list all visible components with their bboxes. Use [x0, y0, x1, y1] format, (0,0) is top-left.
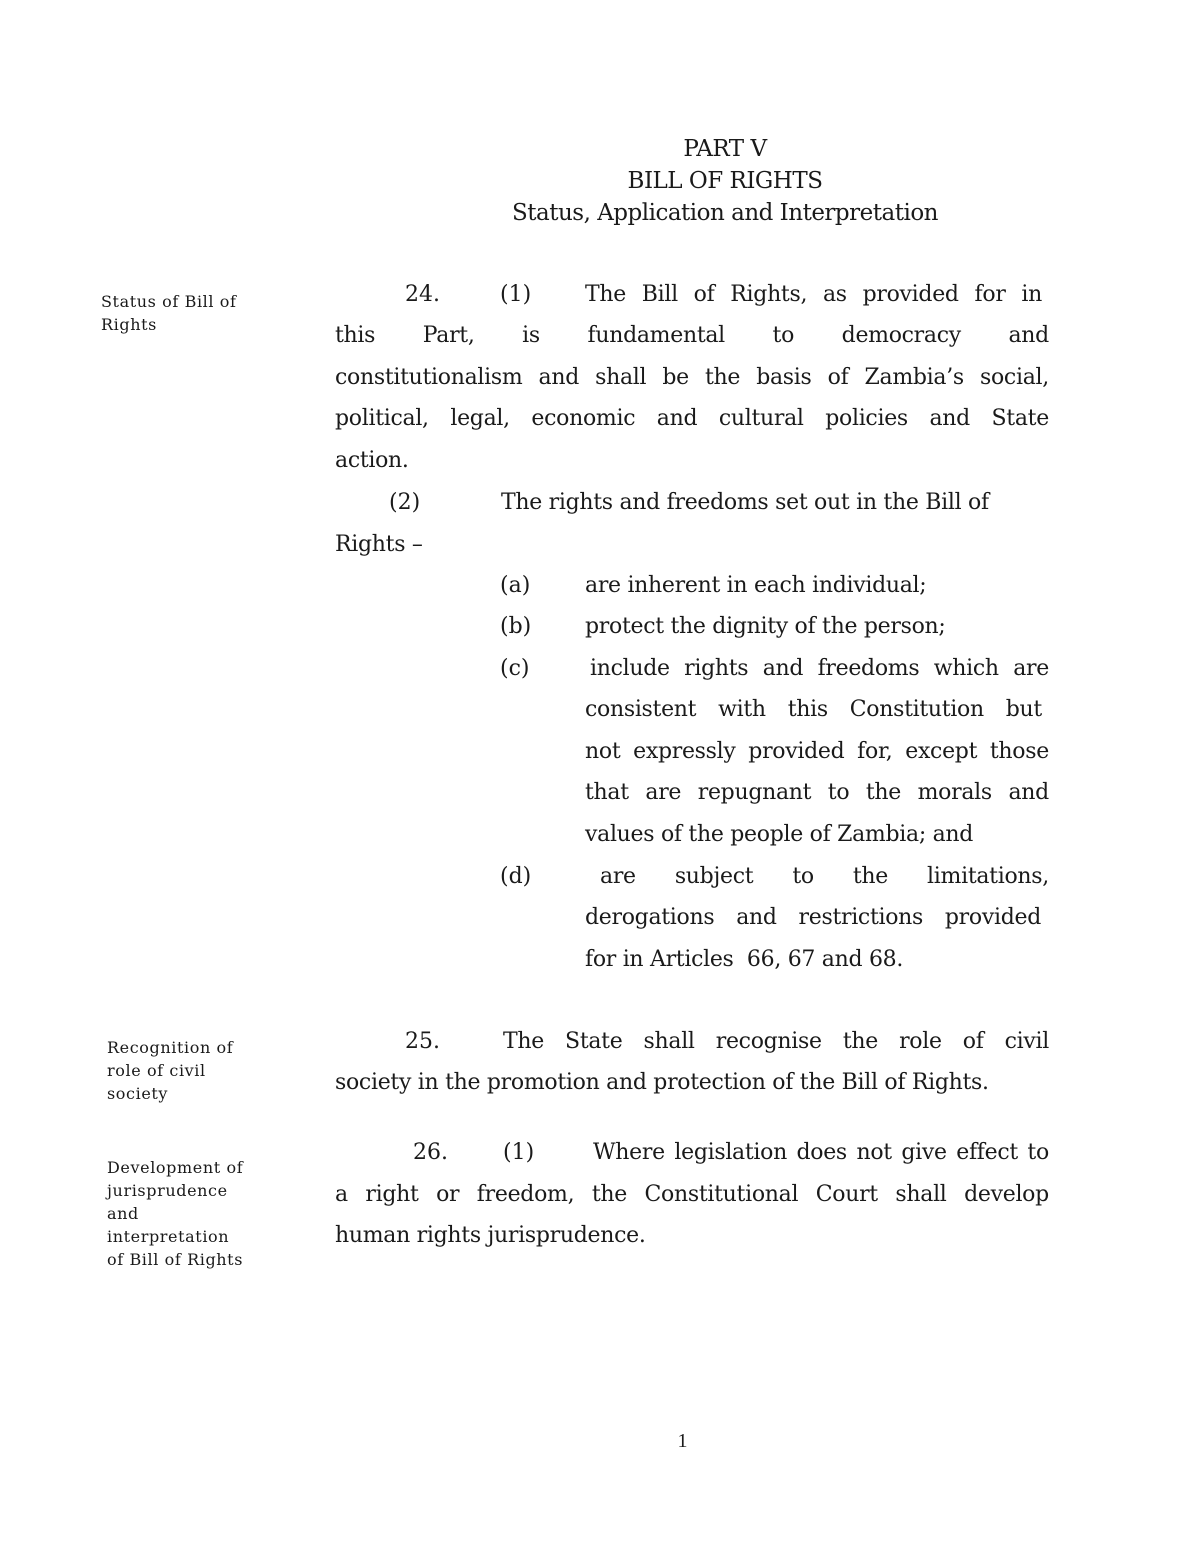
word: or: [436, 1182, 460, 1207]
article-24-clause-1-last-line: action.: [335, 448, 409, 473]
word: policies: [825, 406, 908, 431]
word: not: [585, 739, 621, 764]
word: those: [989, 739, 1049, 764]
word: for: [974, 282, 1006, 307]
word: the: [704, 365, 741, 390]
word: and: [1008, 323, 1049, 348]
word: basis: [756, 365, 812, 390]
word: effect: [956, 1140, 1018, 1165]
word: expressly: [633, 739, 736, 764]
word: to: [772, 323, 795, 348]
word: democracy: [841, 323, 961, 348]
word: right: [365, 1182, 419, 1207]
page-number: 1: [677, 1430, 688, 1452]
margin-note-line: Rights: [101, 315, 157, 334]
word: cultural: [718, 406, 804, 431]
word: Court: [815, 1182, 878, 1207]
item-a-text: are inherent in each individual;: [585, 573, 927, 598]
article-26-last-line: human rights jurisprudence.: [335, 1223, 646, 1248]
item-b-text: protect the dignity of the person;: [585, 614, 946, 639]
word: this: [335, 323, 376, 348]
word: that: [585, 780, 629, 805]
margin-note-line: interpretation: [107, 1227, 230, 1246]
word: The: [585, 282, 626, 307]
word: Bill: [641, 282, 678, 307]
word: which: [933, 656, 999, 681]
article-24-clause-1-marker: (1): [500, 282, 532, 307]
margin-note-line: Status of Bill of: [101, 292, 237, 311]
word: in: [1021, 282, 1042, 307]
word: and: [1008, 780, 1049, 805]
margin-note-article-26: [107, 1156, 243, 1271]
word: the: [852, 864, 888, 889]
word: consistent: [585, 697, 697, 722]
word: of: [962, 1029, 984, 1054]
word: with: [718, 697, 766, 722]
word: economic: [531, 406, 636, 431]
article-26-line: [335, 1180, 1049, 1210]
word: to: [792, 864, 814, 889]
word: a: [335, 1182, 348, 1207]
word: provided: [748, 739, 845, 764]
word: and: [762, 656, 804, 681]
margin-note-line: Recognition of: [107, 1038, 234, 1057]
margin-note-article-25: [107, 1036, 233, 1105]
margin-note-line: role of civil: [107, 1061, 206, 1080]
margin-note-line: jurisprudence: [107, 1181, 228, 1200]
word: civil: [1004, 1029, 1049, 1054]
article-24-clause-2-marker: (2): [389, 490, 421, 515]
word: restrictions: [798, 905, 924, 930]
word: and: [736, 905, 777, 930]
word: provided: [862, 282, 959, 307]
margin-note-line: and: [107, 1204, 139, 1223]
word: Rights,: [730, 282, 808, 307]
word: are: [1013, 656, 1049, 681]
word: morals: [917, 780, 992, 805]
word: of: [693, 282, 715, 307]
word: political,: [335, 406, 429, 431]
word: Part,: [422, 323, 475, 348]
item-c-line: [585, 737, 1049, 767]
word: to: [827, 780, 850, 805]
word: social,: [980, 365, 1049, 390]
word: this: [787, 697, 828, 722]
word: develop: [964, 1182, 1049, 1207]
article-24-clause-1-line: [335, 404, 1049, 434]
word: Zambia’s: [864, 365, 964, 390]
word: Where: [593, 1140, 665, 1165]
article-24-clause-2-second-line: Rights –: [335, 532, 423, 557]
word: the: [865, 780, 902, 805]
word: to: [1027, 1140, 1049, 1165]
margin-note-line: society: [107, 1084, 169, 1103]
article-26-clause-1-marker: (1): [503, 1140, 535, 1165]
word: legislation: [674, 1140, 787, 1165]
word: the: [591, 1182, 627, 1207]
word: shall: [643, 1029, 695, 1054]
word: subject: [674, 864, 754, 889]
article-24-clause-1-line: [585, 280, 1042, 310]
article-25-line: [503, 1027, 1049, 1057]
article-24-clause-1-line: [335, 321, 1049, 351]
word: as: [822, 282, 847, 307]
item-d-last-line: for in Articles 66, 67 and 68.: [585, 947, 904, 972]
item-b-marker: (b): [500, 614, 532, 639]
word: freedom,: [476, 1182, 575, 1207]
word: rights: [684, 656, 749, 681]
word: constitutionalism: [335, 365, 523, 390]
word: shall: [595, 365, 647, 390]
article-25-last-line: society in the promotion and protection of the Bill of Rights.: [335, 1070, 989, 1095]
word: State: [991, 406, 1049, 431]
word: State: [565, 1029, 623, 1054]
word: not: [856, 1140, 892, 1165]
article-25-number: 25.: [405, 1029, 440, 1054]
bill-of-rights-title: BILL OF RIGHTS: [627, 168, 823, 194]
item-c-last-line: values of the people of Zambia; and: [585, 822, 974, 847]
item-c-line: [585, 695, 1042, 725]
word: legal,: [450, 406, 510, 431]
word: for,: [857, 739, 893, 764]
word: of: [827, 365, 849, 390]
word: role: [899, 1029, 942, 1054]
word: Constitution: [849, 697, 984, 722]
item-c-marker: (c): [500, 656, 530, 681]
word: provided: [944, 905, 1041, 930]
word: and: [656, 406, 698, 431]
article-24-clause-1-line: [335, 363, 1049, 393]
article-26-number: 26.: [413, 1140, 448, 1165]
word: does: [796, 1140, 847, 1165]
word: the: [842, 1029, 878, 1054]
word: repugnant: [697, 780, 812, 805]
item-c-line: [590, 654, 1049, 684]
margin-note-line: Development of: [107, 1158, 244, 1177]
word: except: [905, 739, 978, 764]
article-24-number: 24.: [405, 282, 440, 307]
word: freedoms: [817, 656, 920, 681]
item-a-marker: (a): [500, 573, 531, 598]
word: be: [662, 365, 689, 390]
word: give: [901, 1140, 947, 1165]
part-heading: PART V: [683, 136, 767, 162]
item-c-line: [585, 778, 1049, 808]
margin-note-article-24: [101, 290, 237, 336]
section-subtitle: Status, Application and Interpretation: [512, 200, 938, 226]
item-d-line: [600, 862, 1049, 892]
word: shall: [895, 1182, 947, 1207]
word: are: [645, 780, 682, 805]
word: but: [1005, 697, 1042, 722]
article-24-clause-2-first-line: The rights and freedoms set out in the Bill of: [501, 490, 989, 515]
word: and: [538, 365, 580, 390]
word: derogations: [585, 905, 715, 930]
word: Constitutional: [644, 1182, 799, 1207]
margin-note-line: of Bill of Rights: [107, 1250, 244, 1269]
word: and: [929, 406, 970, 431]
word: fundamental: [587, 323, 725, 348]
word: The: [503, 1029, 544, 1054]
word: include: [590, 656, 670, 681]
item-d-marker: (d): [500, 864, 532, 889]
word: limitations,: [927, 864, 1049, 889]
word: recognise: [715, 1029, 822, 1054]
item-d-line: [585, 903, 1041, 933]
word: are: [600, 864, 636, 889]
article-26-line: [593, 1138, 1049, 1168]
word: is: [522, 323, 540, 348]
